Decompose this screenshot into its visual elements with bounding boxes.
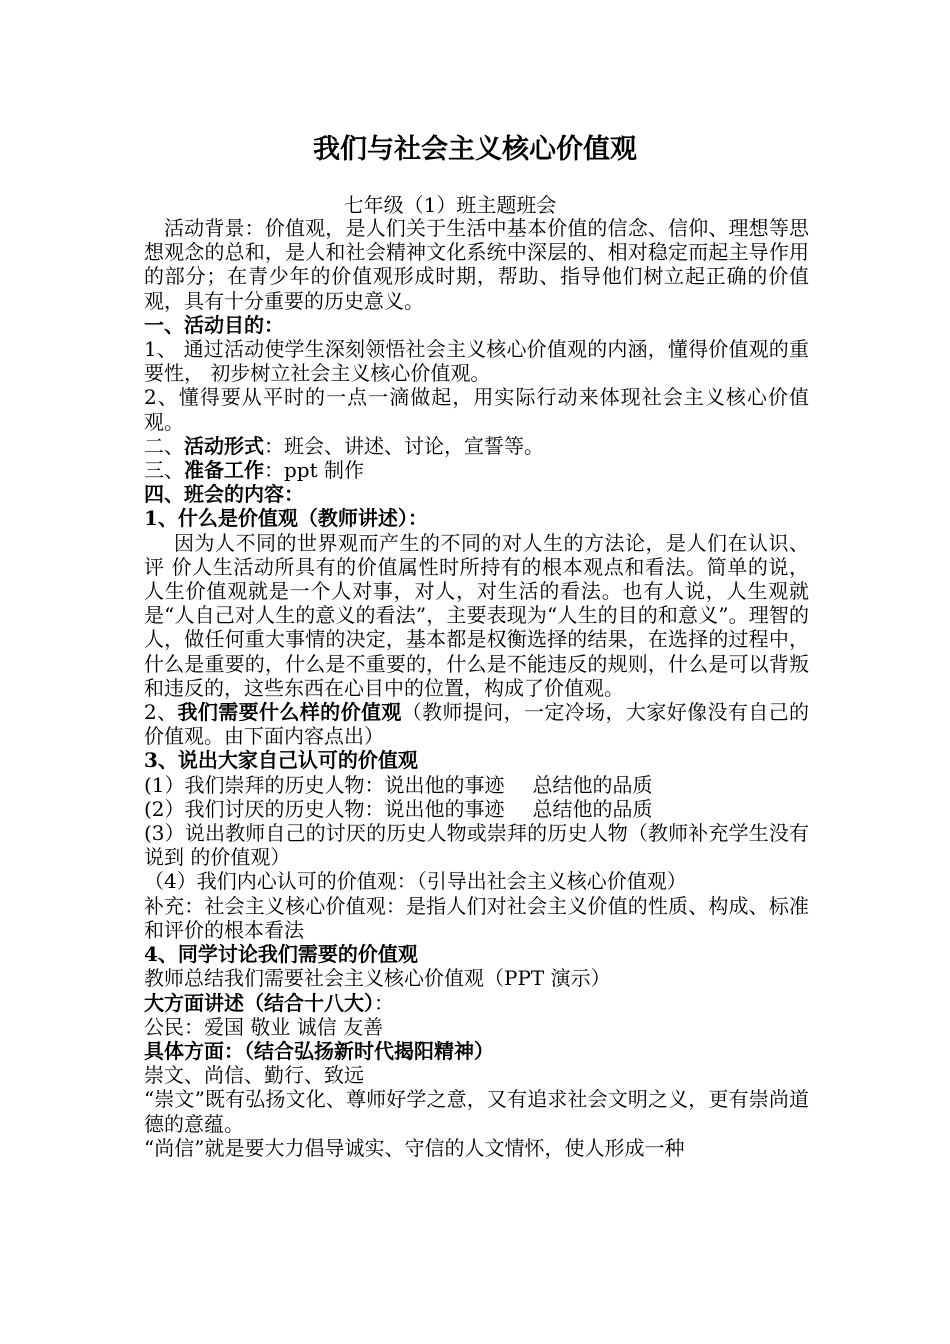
part3-note: 补充：社会主义核心价值观：是指人们对社会主义价值的性质、构成、标准和评价的根本看法 (144, 893, 809, 942)
section4-heading: 四、班会的内容： (144, 482, 304, 507)
section2-line (144, 434, 809, 458)
section1-heading: 一、活动目的： (144, 312, 284, 337)
part2-text: （教师提问，一定冷场，大家好像没有自己的价值观。由下面内容点出） (144, 700, 810, 749)
section2-prefix: 二、 (144, 433, 184, 458)
macro-heading: 大方面讲述（结合十八大） (144, 990, 374, 1015)
page-subtitle: 七年级（1）班主题班会 (343, 193, 557, 217)
part3-item4: （4）我们内心认可的价值观：（引导出社会主义核心价值观） (144, 869, 687, 894)
page-title: 我们与社会主义核心价值观 (313, 134, 637, 165)
part1-heading: 1、什么是价值观（教师讲述）： (144, 506, 428, 531)
background-paragraph: 活动背景：价值观，是人们关于生活中基本价值的信念、信仰、理想等思想观念的总和，是人和社会精神文化系统中深层的、相对稳定而起主导作用的部分；在青少年的价值观形成时期，帮助、指导他们树立起正确的价值观，具有十分重要的历史意义。 (144, 216, 809, 313)
section2-label: 活动形式 (184, 433, 264, 458)
section1-item2: 2、懂得要从平时的一点一滴做起，用实际行动来体现社会主义核心价值观。 (144, 385, 809, 434)
part4-text: 教师总结我们需要社会主义核心价值观（PPT 演示） (144, 966, 611, 991)
specific-heading: 具体方面：（结合弘扬新时代揭阳精神） (144, 1038, 494, 1063)
macro-colon: ： (374, 990, 394, 1015)
section3-prefix: 三、 (144, 458, 184, 483)
part3-item2 (144, 797, 809, 821)
part2-paragraph (144, 700, 809, 748)
shangxin-paragraph: “尚信”就是要大力倡导诚实、守信的人文情怀，使人形成一种 (144, 1135, 685, 1160)
part4-heading: 4、同学讨论我们需要的价值观 (144, 942, 418, 967)
section2-text: ：班会、讲述、讨论，宣誓等。 (264, 433, 544, 458)
specific-list: 崇文、尚信、勤行、致远 (144, 1063, 364, 1088)
part1-paragraph: 因为人不同的世界观而产生的不同的对人生的方法论，是人们在认识、评 价人生活动所具有的价值属性时所持有的根本观点和看法。简单的说，人生价值观就是一个人对事，对人，对生活的看法。也有人说，人生观就是“人自己对人生的意义的看法”，主要表现为“人生的目的和意义”。理智的人，做任何重大事情的决定，基本都是权衡选择的结果，在选择的过程中，什么是重要的，什么是不重要的，什么是不能违反的规则，什么是可以背叛和违反的，这些东西在心目中的位置，构成了价值观。 (144, 530, 809, 700)
section3-line (144, 458, 809, 482)
part3-item3: (3）说出教师自己的讨厌的历史人物或崇拜的历史人物（教师补充学生没有说到 的价值观） (144, 821, 809, 870)
part2-bold: 我们需要什么样的价值观 (177, 700, 402, 725)
part3-heading: 3、说出大家自己认可的价值观 (144, 748, 418, 773)
citizen-values: 公民：爱国 敬业 诚信 友善 (144, 1014, 384, 1039)
part3-item2-b: 总结他的品质 (532, 796, 653, 821)
part3-item1 (144, 773, 809, 797)
section3-label: 准备工作 (184, 458, 264, 483)
section1-item1: 1、 通过活动使学生深刻领悟社会主义核心价值观的内涵，懂得价值观的重要性， 初步树立社会主义核心价值观。 (144, 337, 809, 386)
section3-text: ：ppt 制作 (264, 458, 364, 483)
part3-item1-b: 总结他的品质 (532, 772, 653, 797)
part2-prefix: 2、 (144, 700, 178, 725)
chongwen-paragraph: “崇文”既有弘扬文化、尊师好学之意，又有追求社会文明之义，更有崇尚道德的意蕴。 (144, 1087, 809, 1136)
part3-item2-a: (2）我们讨厌的历史人物：说出他的事迹 (144, 796, 505, 821)
macro-line (144, 991, 809, 1015)
document-body (144, 216, 809, 1160)
part3-item1-a: (1）我们崇拜的历史人物：说出他的事迹 (144, 772, 505, 797)
